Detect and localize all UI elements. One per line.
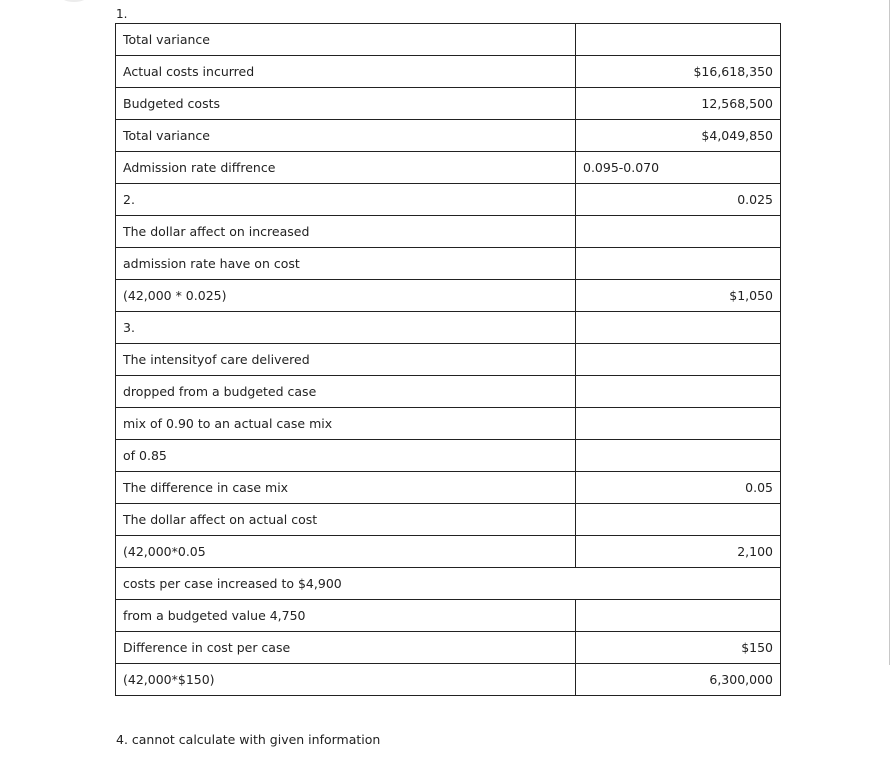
table-row — [116, 408, 781, 440]
table-row — [116, 312, 781, 344]
row-label: The dollar affect on actual cost — [116, 504, 576, 536]
row-value: $4,049,850 — [576, 120, 781, 152]
row-value: 0.095-0.070 — [576, 152, 781, 184]
row-label: costs per case increased to $4,900 — [116, 568, 781, 600]
table-row — [116, 344, 781, 376]
table-row — [116, 440, 781, 472]
row-label: (42,000*0.05 — [116, 536, 576, 568]
row-label: Difference in cost per case — [116, 632, 576, 664]
table-row — [116, 504, 781, 536]
row-label: Admission rate diffrence — [116, 152, 576, 184]
row-value: 0.025 — [576, 184, 781, 216]
table-row — [116, 600, 781, 632]
table-row — [116, 216, 781, 248]
row-value — [576, 440, 781, 472]
row-value: 0.05 — [576, 472, 781, 504]
table-row — [116, 632, 781, 664]
table-row — [116, 248, 781, 280]
item-number: 1. — [116, 7, 128, 21]
row-label: from a budgeted value 4,750 — [116, 600, 576, 632]
row-value: 12,568,500 — [576, 88, 781, 120]
row-value: $1,050 — [576, 280, 781, 312]
row-value — [576, 408, 781, 440]
row-label: mix of 0.90 to an actual case mix — [116, 408, 576, 440]
row-value — [576, 216, 781, 248]
table-row — [116, 664, 781, 696]
row-label: The difference in case mix — [116, 472, 576, 504]
row-label: The intensityof care delivered — [116, 344, 576, 376]
table-row — [116, 88, 781, 120]
footer-note: 4. cannot calculate with given information — [116, 732, 381, 747]
row-value — [576, 248, 781, 280]
row-label: Total variance — [116, 24, 576, 56]
table-row — [116, 568, 781, 600]
table-row — [116, 376, 781, 408]
row-value — [576, 504, 781, 536]
table-row — [116, 56, 781, 88]
row-value: $16,618,350 — [576, 56, 781, 88]
table-row — [116, 152, 781, 184]
row-label: Budgeted costs — [116, 88, 576, 120]
row-label: dropped from a budgeted case — [116, 376, 576, 408]
row-label: Actual costs incurred — [116, 56, 576, 88]
row-value: 6,300,000 — [576, 664, 781, 696]
row-value — [576, 376, 781, 408]
page-right-edge — [889, 0, 890, 665]
row-value — [576, 344, 781, 376]
row-label: admission rate have on cost — [116, 248, 576, 280]
row-label: Total variance — [116, 120, 576, 152]
row-label: The dollar affect on increased — [116, 216, 576, 248]
row-label: (42,000*$150) — [116, 664, 576, 696]
table-row — [116, 472, 781, 504]
page-corner-shadow — [58, 0, 90, 2]
variance-table — [115, 23, 781, 696]
row-value: 2,100 — [576, 536, 781, 568]
table-row — [116, 184, 781, 216]
row-value — [576, 600, 781, 632]
variance-table-body — [116, 24, 781, 696]
table-row — [116, 120, 781, 152]
row-label: 3. — [116, 312, 576, 344]
row-label: (42,000 * 0.025) — [116, 280, 576, 312]
table-row — [116, 280, 781, 312]
row-label: 2. — [116, 184, 576, 216]
table-row — [116, 536, 781, 568]
row-label: of 0.85 — [116, 440, 576, 472]
row-value — [576, 312, 781, 344]
row-value: $150 — [576, 632, 781, 664]
row-value — [576, 24, 781, 56]
table-row — [116, 24, 781, 56]
